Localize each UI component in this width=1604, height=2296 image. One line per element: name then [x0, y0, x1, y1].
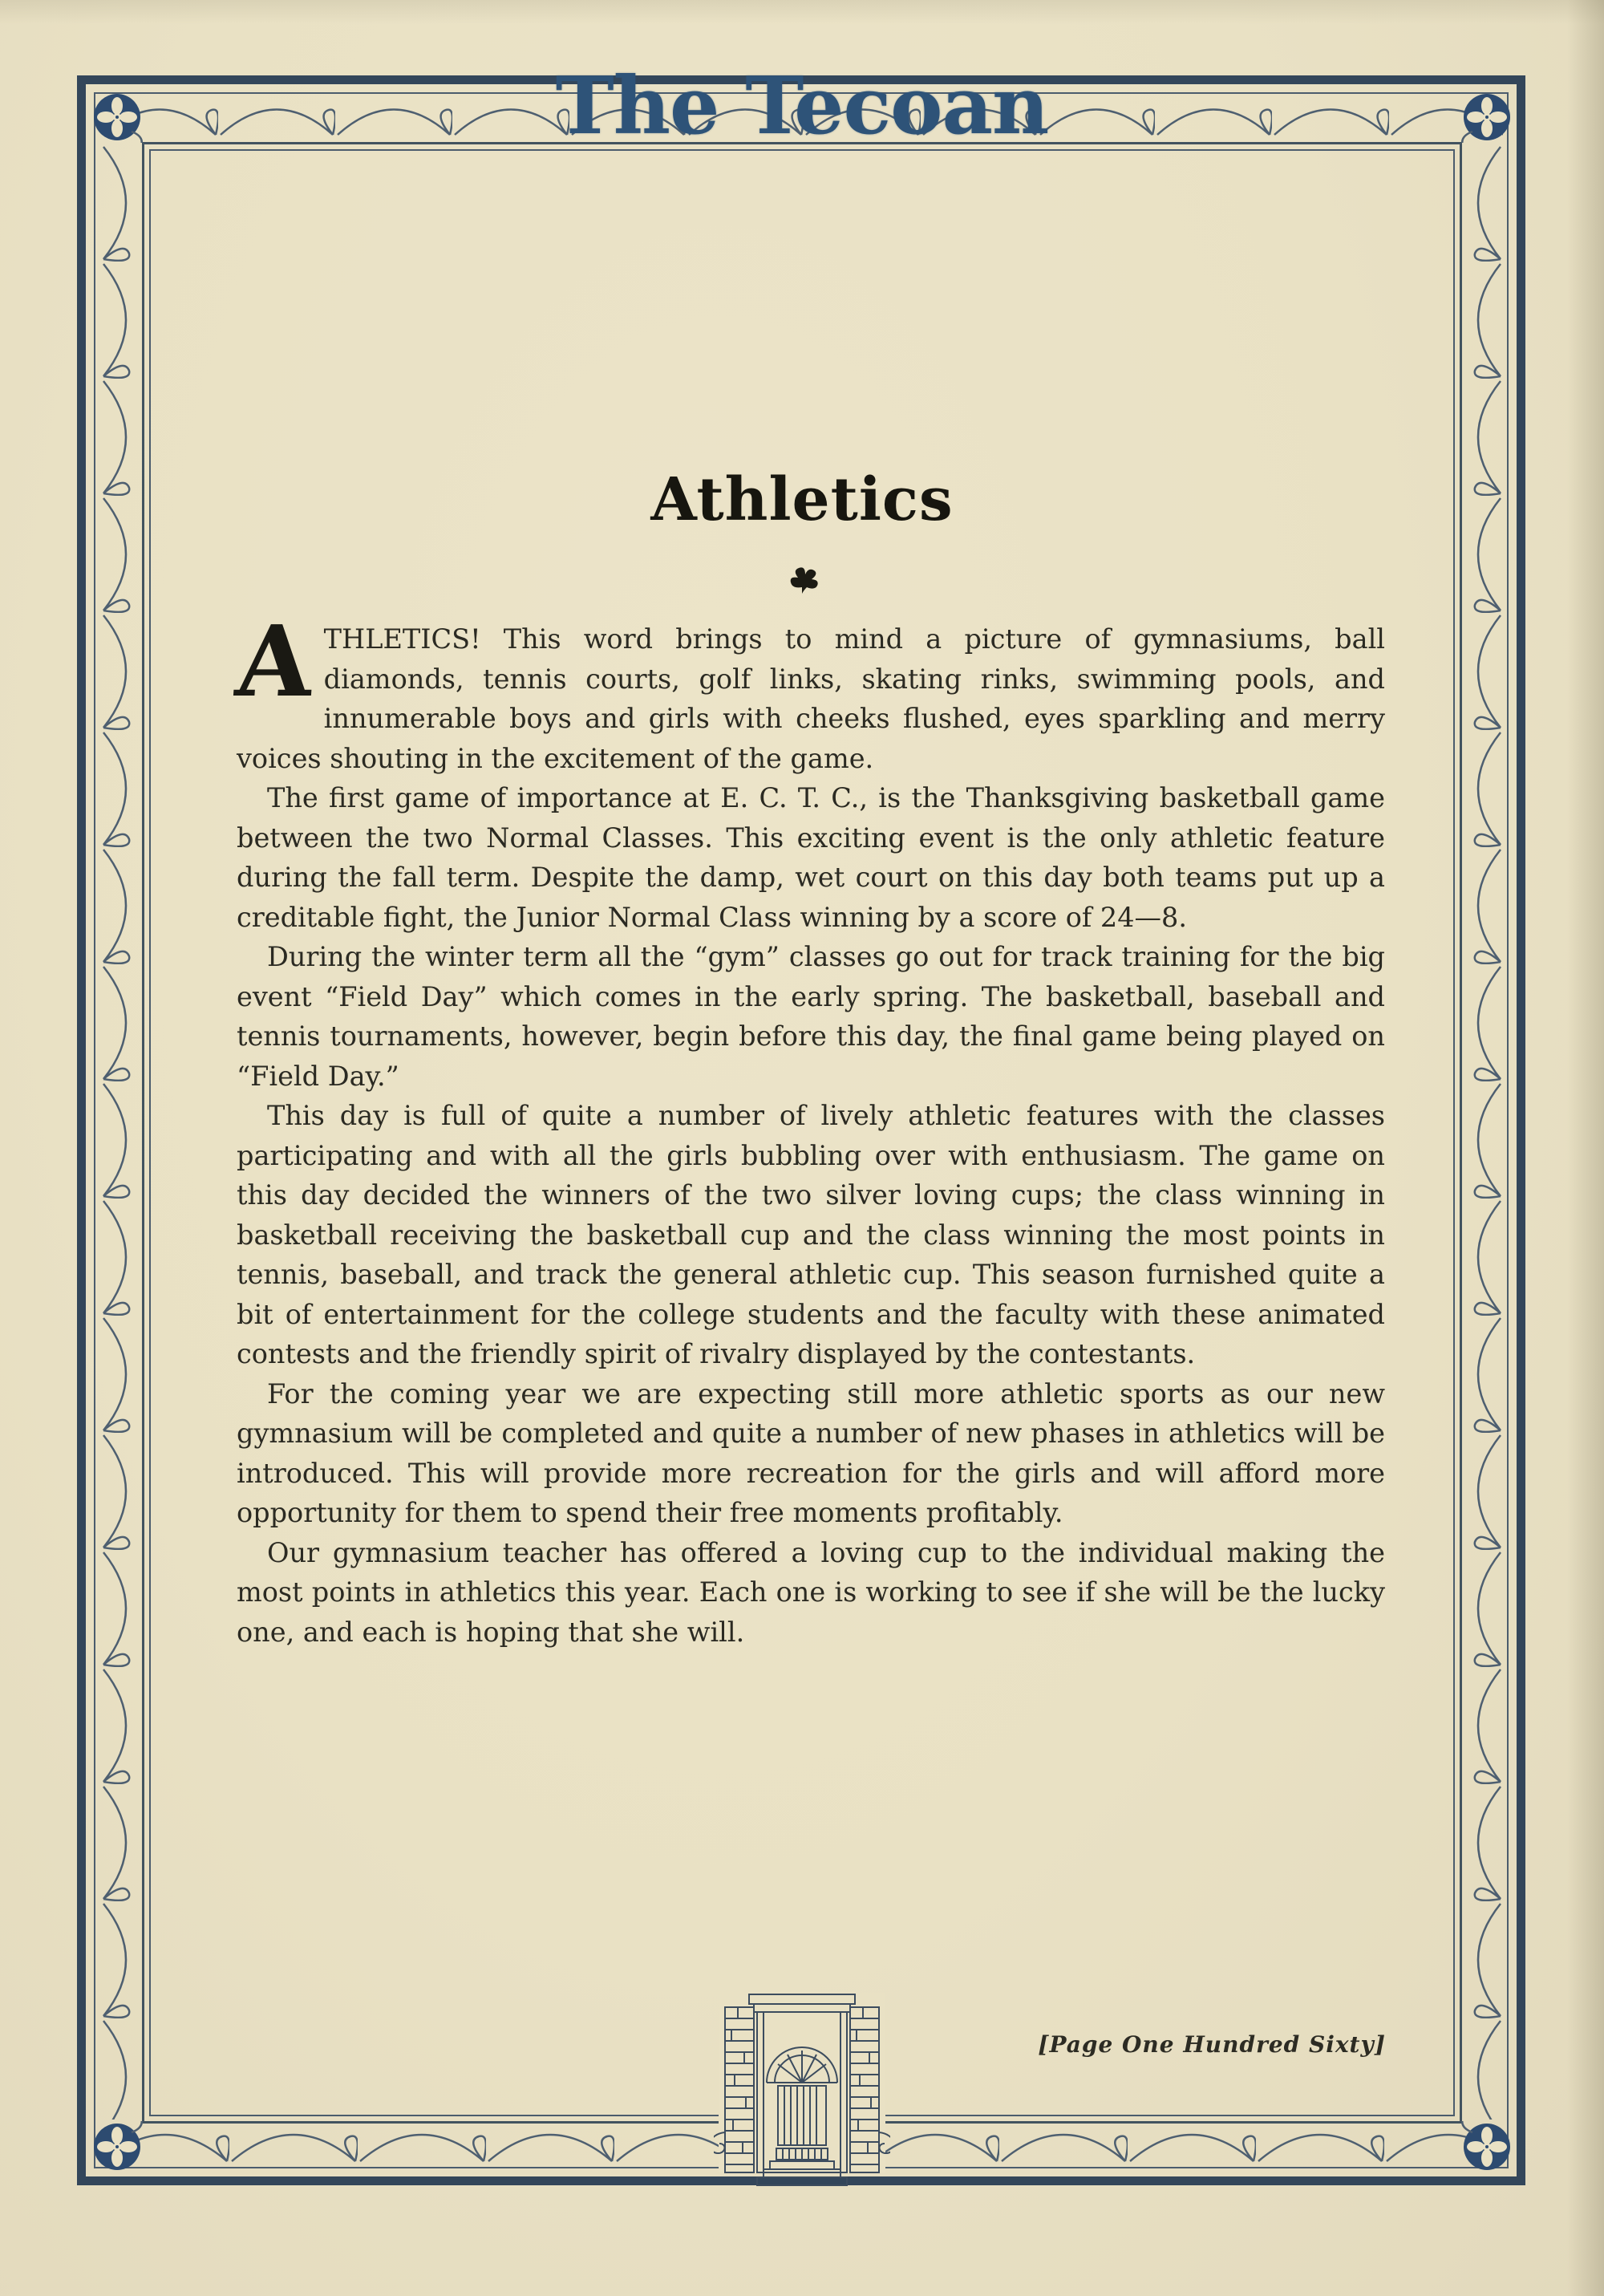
paragraph: During the winter term all the “gym” classes go out for track training for the big event “Field Day” which comes in the early spring. The basketball, baseball and tennis tournaments, however, begin before this day, the final game being played on “Field Day.” [237, 941, 1385, 1092]
paragraph: For the coming year we are expecting still more athletic sports as our new gymnasium will be completed and quite a number of new phases in athletics will be introduced. This will provide more recreation for the girls and will afford more opportunity for them to spend their free moments profitably. [237, 1377, 1385, 1528]
drop-cap: A [232, 603, 317, 719]
garland-right [1464, 144, 1507, 2120]
masthead-title: The Tecoan [555, 60, 1049, 152]
fleuron-wrap [0, 563, 1604, 597]
page-top-shadow [0, 0, 1604, 24]
doorway-illustration [714, 1978, 890, 2187]
section-heading: Athletics [650, 465, 954, 534]
paragraph-opening [232, 603, 1385, 778]
paragraph: Our gymnasium teacher has offered a loving cup to the individual making the most points in athletics this year. Each one is working to see if she will be the lucky one, and each is hoping that she will. [237, 1536, 1385, 1648]
leaf-fleuron-icon [786, 563, 818, 594]
corner-medallion-bottom-left-icon [91, 2121, 143, 2172]
paragraph: The first game of importance at E. C. T. C., is the Thanksgiving basketball game between the two Normal Classes. This exciting event is the only athletic feature during the fall term. Despite the damp, wet court on this day both teams put up a creditable fight, the Junior Normal Class winning by a score of 24—8. [237, 782, 1385, 933]
page-edge-shadow [1567, 0, 1604, 2296]
paragraph: This day is full of quite a number of lively athletic features with the classes participating and with all the girls bubbling over with enthusiasm. The game on this day decided the winners of the two silver loving cups; the class winning in basketball receiving the basketball cup and the class winning the most points in tennis, baseball, and track the general athletic cup. This season furnished quite a bit of entertainment for the college students and the faculty with these animated contests and the friendly spirit of rivalry displayed by the contestants. [237, 1100, 1385, 1369]
page-number: [Page One Hundred Sixty] [1038, 2031, 1386, 2058]
article-body [232, 603, 1385, 1652]
paragraph-opening-text: THLETICS! This word brings to mind a picture of gymnasiums, ball diamonds, tennis courts, golf links, skating rinks, swimming pools, and innumerable boys and girls with cheeks flushed, eyes sparkling and merry voices shouting in the excitement of the game. [237, 623, 1385, 774]
garland-left [97, 144, 140, 2120]
corner-medallion-bottom-right-icon [1461, 2121, 1513, 2172]
